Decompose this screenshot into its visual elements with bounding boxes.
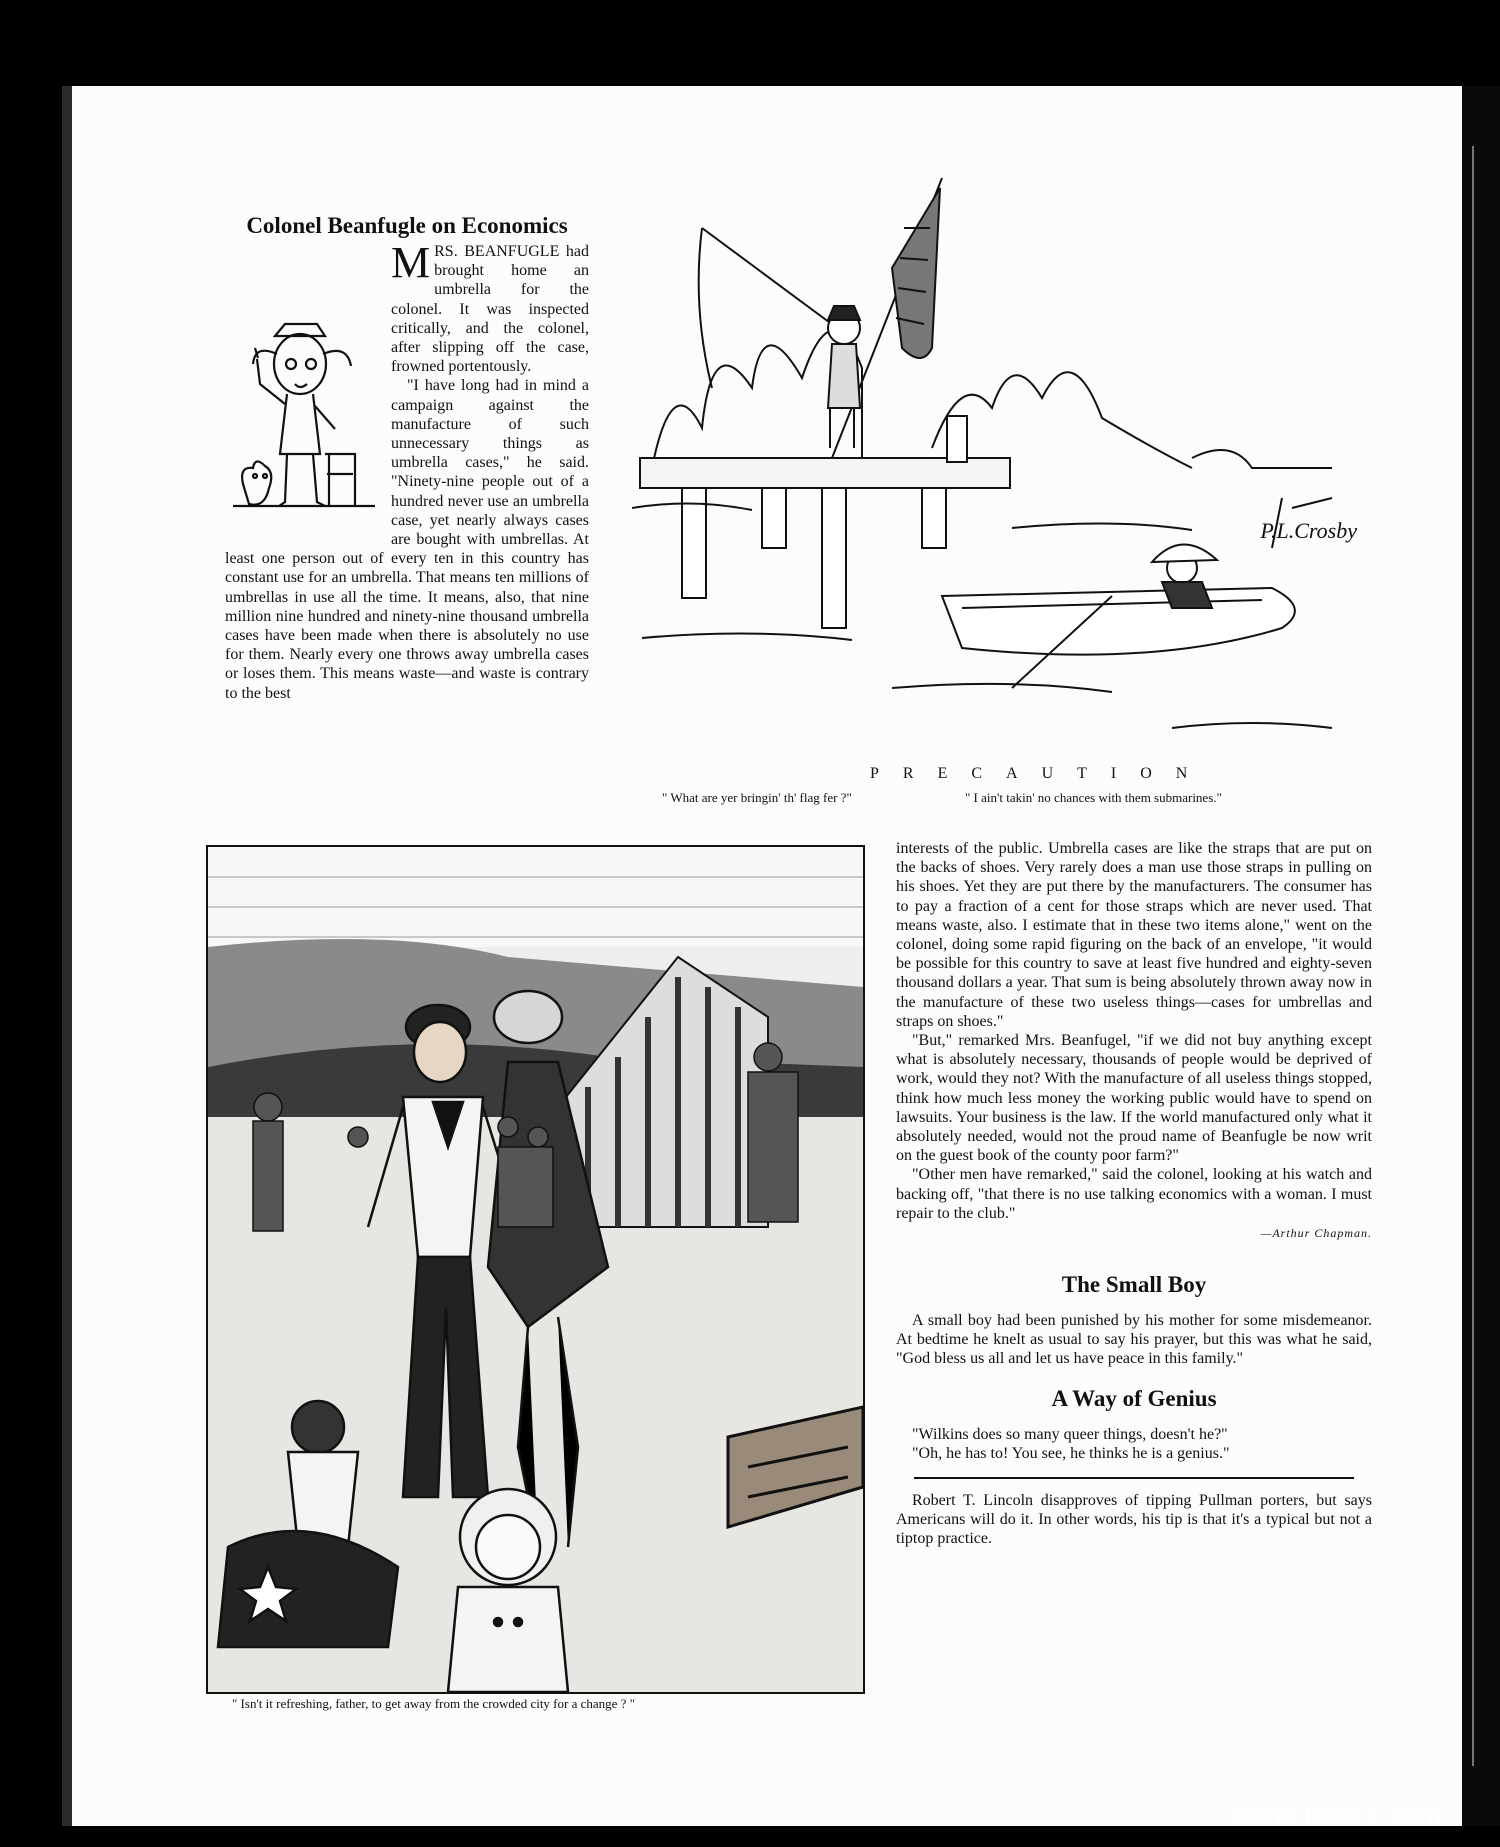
- page-spine: [62, 86, 72, 1826]
- article-paragraph: "I have long had in mind a campaign against the manufacture of such unnecessary things as umbrella cases," he said. "Ninety-nine people out of a hundred never use an umbrella case, yet nearly always cases are bought with umbrellas. At least one person out of every ten in this country has constant use for an umbrella. That means ten millions of umbrellas in use all the time. It means, also, that nine million nine hundred and ninety-nine thousand umbrella cases have been made when there is absolutely no use for them. Nearly every one throws away umbrella cases or loses them. This means waste—and waste is contrary to the best: [225, 377, 589, 702]
- cartoon-caption-right: " I ain't takin' no chances with them submarines.": [965, 790, 1222, 805]
- section-divider: [914, 1477, 1354, 1479]
- drop-cap: M: [391, 238, 431, 287]
- article-title: A Way of Genius: [1051, 1385, 1217, 1411]
- cartoon-precaution: [632, 168, 1422, 758]
- article-colonel-beanfugle: [225, 212, 589, 703]
- article-paragraph: interests of the public. Umbrella cases are like the straps that are put on the backs of shoes. Very rarely does a man use those straps in pulling on his shoes. Yet they are put there by the manufacturers. The consumer has to pay a fraction of a cent for those straps which are never used. That means waste, also. I estimate that in these two items alone," went on the colonel, doing some rapid figuring on the back of an envelope, "it would be possible for this country to save at least five hundred and eighty-seven thousand dollars a year. That sum is being absolutely thrown away now in the manufacture of these two useless things—cases for umbrellas and straps on shoes.": [896, 840, 1372, 1030]
- dialogue-line: "Oh, he has to! You see, he thinks he is a genius.": [912, 1444, 1230, 1462]
- article-paragraph: MRS. BEANFUGLE had brought home an umbrella for the colonel. It was inspected critically, and the colonel, after slipping off the case, frowned portentously.: [391, 238, 589, 376]
- article-title: Colonel Beanfugle on Economics: [246, 213, 568, 238]
- article-title: The Small Boy: [1061, 1272, 1207, 1298]
- article-continuation: [896, 839, 1372, 1549]
- article-paragraph: A small boy had been punished by his mother for some misdemeanor. At bedtime he knelt as usual to say his prayer, but this was what he said, "God bless us all and let us have peace in this family.": [896, 1312, 1372, 1368]
- cartoon-title: PRECAUTION: [870, 765, 1212, 782]
- article-paragraph: "Other men have remarked," said the colonel, looking at his watch and backing off, "that there is no use talking economics with a woman. I must repair to the club.": [896, 1166, 1372, 1222]
- site-watermark: comicbooks.com: [1228, 1801, 1444, 1829]
- next-page-edge: [1462, 86, 1500, 1826]
- dialogue-line: "Wilkins does so many queer things, doesn't he?": [912, 1425, 1228, 1443]
- cartoon-beach-illustration: [206, 845, 865, 1694]
- colonel-sketch: [225, 244, 385, 534]
- article-paragraph: Robert T. Lincoln disapproves of tipping Pullman porters, but says Americans will do it. In other words, his tip is that it's a typical but not a tiptop practice.: [896, 1492, 1372, 1548]
- cartoon-caption-left: " What are yer bringin' th' flag fer ?": [662, 790, 852, 805]
- article-paragraph: "But," remarked Mrs. Beanfugel, "if we did not buy anything except what is absolutely necessary, thousands of people would be deprived of work, would they not? With the manufacture of all useless things stopped, think how much less money the working public would have to spend on lawsuits. Your business is the law. If the world manufactured only what it absolutely needed, would not the proud name of Beanfugle be now writ on the guest book of the county poor farm?": [896, 1032, 1372, 1165]
- author-signature: —Arthur Chapman.: [1260, 1226, 1372, 1241]
- beach-cartoon-caption: " Isn't it refreshing, father, to get away from the crowded city for a change ? ": [232, 1696, 635, 1711]
- artist-signature: P.L.Crosby: [1260, 518, 1357, 543]
